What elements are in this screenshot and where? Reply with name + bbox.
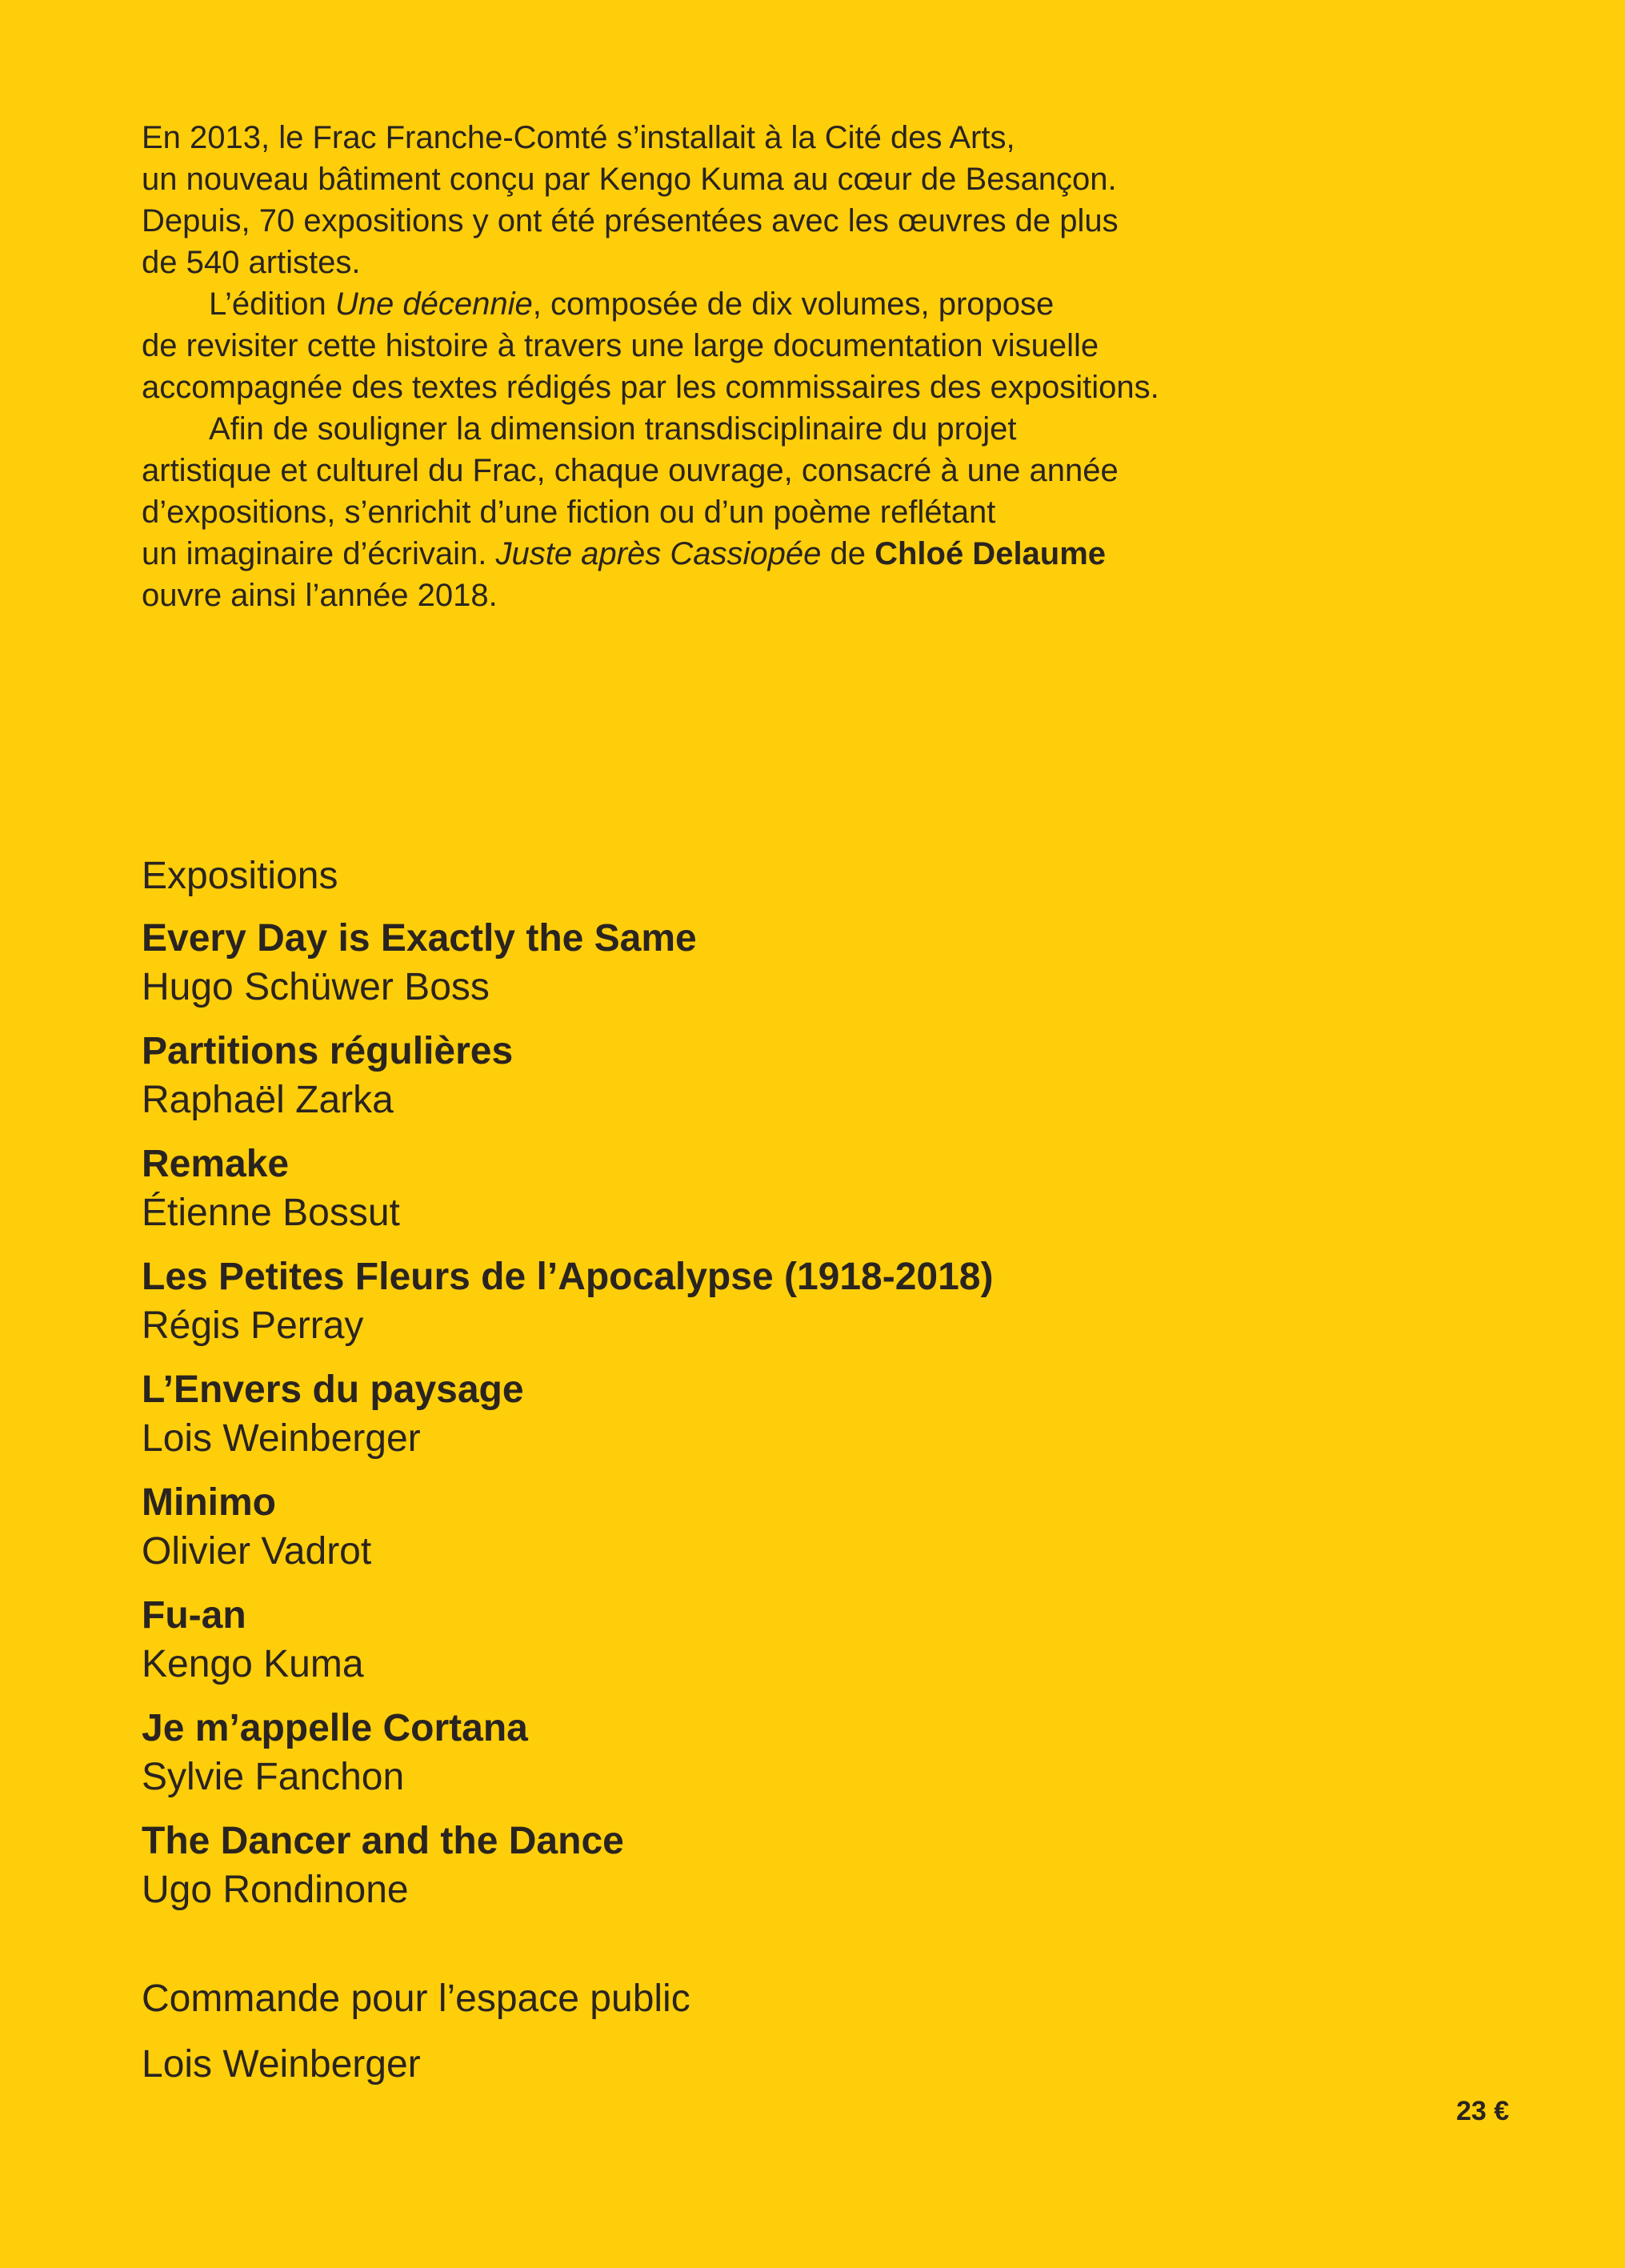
exposition-entry (142, 1704, 1422, 1801)
exposition-title: L’Envers du paysage (142, 1368, 524, 1411)
intro-line: de revisiter cette histoire à travers une large documentation visuelle (142, 328, 1099, 363)
exposition-artist: Sylvie Fanchon (142, 1756, 405, 1798)
exposition-artist: Ugo Rondinone (142, 1869, 409, 1911)
expositions-list (142, 851, 1422, 1929)
exposition-artist: Hugo Schüwer Boss (142, 966, 490, 1008)
intro-text (142, 117, 1454, 616)
intro-line: Depuis, 70 expositions y ont été présentées avec les œuvres de plus (142, 203, 1119, 238)
intro-text-run: , composée de dix volumes, propose (532, 287, 1055, 322)
exposition-artist: Olivier Vadrot (142, 1530, 372, 1573)
exposition-entry (142, 1478, 1422, 1576)
exposition-entry (142, 914, 1422, 1012)
exposition-entry (142, 1591, 1422, 1689)
intro-line: ouvre ainsi l’année 2018. (142, 578, 498, 613)
exposition-entry (142, 1817, 1422, 1914)
intro-line: d’expositions, s’enrichit d’une fiction ou d’un poème reflétant (142, 495, 996, 530)
exposition-title: The Dancer and the Dance (142, 1820, 624, 1862)
price-label: 23 € (1456, 2096, 1510, 2126)
exposition-entry (142, 1365, 1422, 1463)
author-name: Chloé Delaume (875, 536, 1107, 571)
intro-line: accompagnée des textes rédigés par les commissaires des expositions. (142, 370, 1159, 405)
exposition-artist: Kengo Kuma (142, 1643, 364, 1685)
public-commission (142, 1973, 690, 2090)
exposition-artist: Étienne Bossut (142, 1192, 400, 1234)
exposition-title: Fu-an (142, 1594, 246, 1637)
exposition-artist: Lois Weinberger (142, 1417, 421, 1460)
exposition-title: Je m’appelle Cortana (142, 1707, 528, 1749)
intro-text-run: de (821, 536, 875, 571)
fiction-title: Juste après Cassiopée (495, 536, 822, 571)
intro-line: Afin de souligner la dimension transdisciplinaire du projet (209, 411, 1017, 447)
exposition-title: Partitions régulières (142, 1030, 514, 1072)
intro-line: un nouveau bâtiment conçu par Kengo Kuma au cœur de Besançon. (142, 162, 1117, 197)
exposition-entry (142, 1140, 1422, 1237)
exposition-title: Remake (142, 1143, 290, 1185)
intro-line: de 540 artistes. (142, 245, 361, 280)
intro-line (142, 533, 1454, 575)
exposition-title: Minimo (142, 1481, 276, 1524)
exposition-title: Every Day is Exactly the Same (142, 917, 697, 960)
intro-text-run: un imaginaire d’écrivain. (142, 536, 496, 571)
exposition-artist: Raphaël Zarka (142, 1079, 394, 1121)
intro-line: En 2013, le Frac Franche-Comté s’installait à la Cité des Arts, (142, 120, 1015, 155)
expositions-heading: Expositions (142, 855, 338, 897)
exposition-entry (142, 1252, 1422, 1350)
intro-line (142, 283, 1454, 325)
exposition-title: Les Petites Fleurs de l’Apocalypse (1918-2018) (142, 1256, 994, 1298)
commission-artist: Lois Weinberger (142, 2043, 421, 2086)
intro-text-run: L’édition (209, 287, 335, 322)
exposition-entry (142, 1027, 1422, 1124)
intro-line: artistique et culturel du Frac, chaque ouvrage, consacré à une année (142, 453, 1119, 488)
book-title-une-decennie: Une décennie (334, 287, 533, 322)
exposition-artist: Régis Perray (142, 1304, 364, 1347)
commission-heading: Commande pour l’espace public (142, 1977, 690, 2020)
